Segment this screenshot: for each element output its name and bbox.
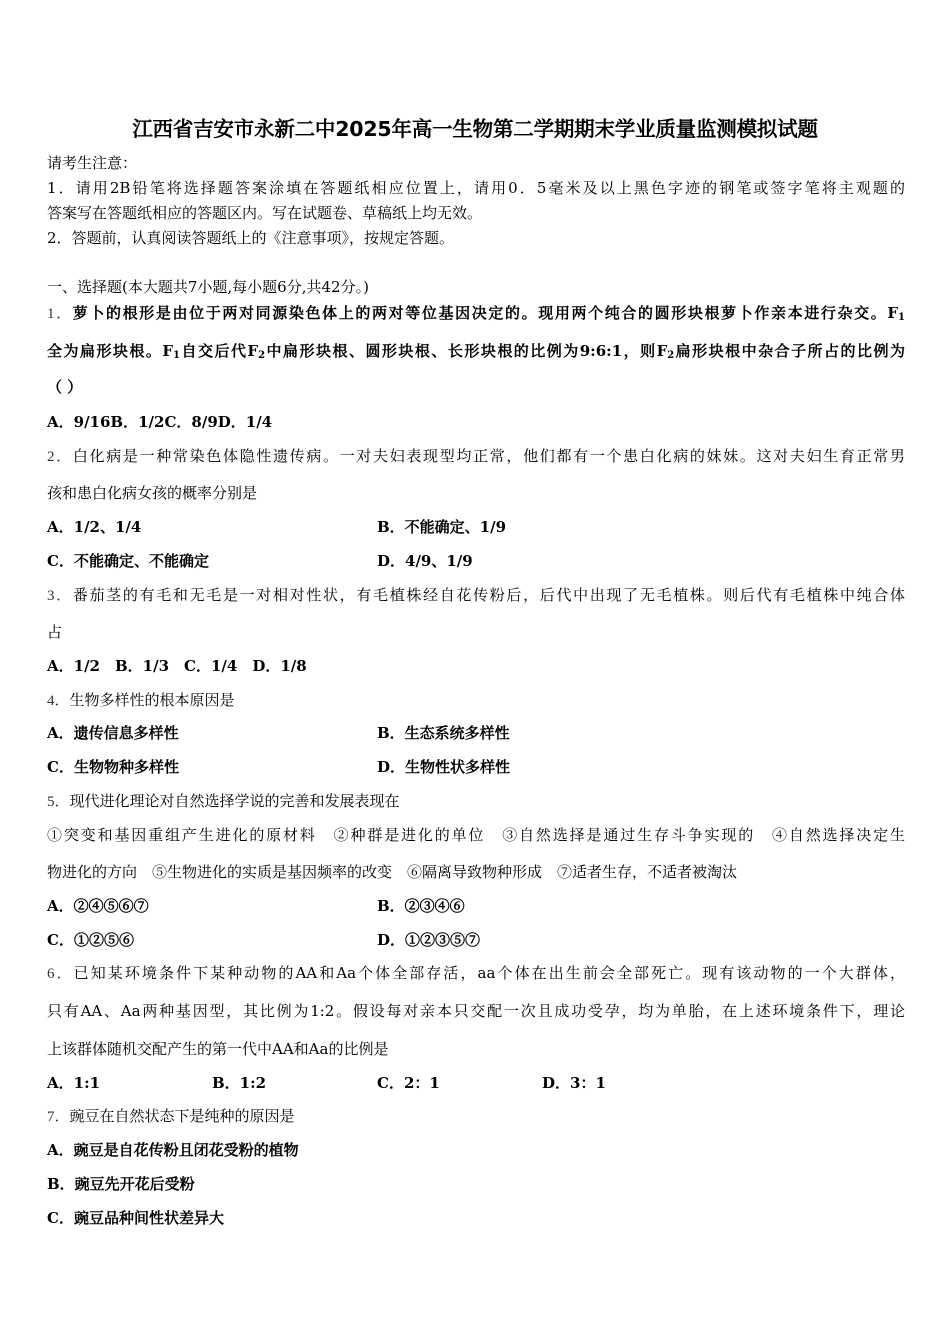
question-4-option-c: C．生物物种多样性 [47, 758, 179, 776]
question-5-line-1: 5．现代进化理论对自然选择学说的完善和发展表现在 [47, 792, 400, 810]
question-6-option-b: B．1:2 [212, 1074, 267, 1092]
question-1-options: A．9/16B．1/2C．8/9D．1/4 [47, 413, 273, 431]
notice-line-2: 2．答题前，认真阅读答题纸上的《注意事项》，按规定答题。 [47, 229, 455, 247]
question-4-option-a: A．遗传信息多样性 [47, 724, 179, 742]
question-5-number: 5． [47, 794, 70, 810]
question-2-line-1: 2．白化病是一种常染色体隐性遗传病。一对夫妇表现型均正常，他们都有一个患白化病的妹妹。这对夫妇生育正常男 [47, 447, 905, 465]
question-2-option-d: D．4/9、1/9 [377, 552, 473, 570]
question-3-options: A．1/2 B．1/3 C．1/4 D．1/8 [47, 657, 307, 675]
question-5-option-d: D．①②③⑤⑦ [377, 931, 481, 949]
page-title: 江西省吉安市永新二中2025年高一生物第二学期期末学业质量监测模拟试题 [132, 117, 818, 141]
question-1-line-3: （ ） [47, 378, 83, 396]
question-6-line-1: 6．已知某环境条件下某种动物的AA和Aa个体全部存活，aa个体在出生前会全部死亡。现有该动物的一个大群体， [47, 964, 905, 982]
question-1-line-2: 全为扁形块根。$F_1$自交后代$F_2$中扁形块根、圆形块根、长形块根的比例为9:6:1，则$F_2$扁形块根中杂合子所占的比例为 [47, 342, 905, 361]
section-heading: 一、选择题(本大题共7小题,每小题6分,共42分。) [47, 278, 369, 296]
question-1-line-1: 1．萝卜的根形是由位于两对同源染色体上的两对等位基因决定的。现用两个纯合的圆形块根萝卜作亲本进行杂交。$F_1$ [47, 304, 905, 323]
question-5-option-c: C．①②⑤⑥ [47, 931, 134, 949]
question-7-option-a: A．豌豆是自花传粉且闭花受粉的植物 [47, 1141, 299, 1159]
question-5-line-2: ①突变和基因重组产生进化的原材料 ②种群是进化的单位 ③自然选择是通过生存斗争实现的 ④自然选择决定生 [47, 826, 905, 844]
question-7-line-1: 7．豌豆在自然状态下是纯种的原因是 [47, 1107, 295, 1125]
question-3-line-2: 占 [47, 623, 63, 641]
question-1-number: 1． [47, 306, 73, 322]
question-6-option-a: A．1:1 [47, 1074, 101, 1092]
question-4-line-1: 4．生物多样性的根本原因是 [47, 691, 235, 709]
question-2-option-c: C．不能确定、不能确定 [47, 552, 209, 570]
question-3-number: 3． [47, 588, 73, 604]
question-6-option-d: D．3：1 [542, 1074, 606, 1092]
question-7-option-c: C．豌豆品种间性状差异大 [47, 1209, 224, 1227]
notice-heading: 请考生注意： [47, 154, 138, 172]
question-6-option-c: C．2：1 [377, 1074, 440, 1092]
question-7-option-b: B．豌豆先开花后受粉 [47, 1175, 195, 1193]
question-4-option-b: B．生态系统多样性 [377, 724, 510, 742]
question-4-number: 4． [47, 693, 70, 709]
question-6-number: 6． [47, 966, 74, 982]
question-2-line-2: 孩和患白化病女孩的概率分别是 [47, 484, 258, 502]
question-4-option-d: D．生物性状多样性 [377, 758, 511, 776]
notice-line-1b: 答案写在答题纸相应的答题区内。写在试题卷、草稿纸上均无效。 [47, 204, 483, 222]
notice-line-1a: 1．请用2B铅笔将选择题答案涂填在答题纸相应位置上，请用0．5毫米及以上黑色字迹的钢笔或签字笔将主观题的 [47, 179, 905, 197]
question-5-option-a: A．②④⑤⑥⑦ [47, 897, 149, 915]
question-2-number: 2． [47, 449, 73, 465]
question-5-line-3: 物进化的方向 ⑤生物进化的实质是基因频率的改变 ⑥隔离导致物种形成 ⑦适者生存，不适者被淘汰 [47, 863, 738, 881]
question-2-option-a: A．1/2、1/4 [47, 518, 142, 536]
question-7-number: 7． [47, 1109, 70, 1125]
question-6-line-2: 只有AA、Aa两种基因型，其比例为1:2。假设每对亲本只交配一次且成功受孕，均为单胎，在上述环境条件下，理论 [47, 1002, 905, 1020]
question-5-option-b: B．②③④⑥ [377, 897, 465, 915]
question-2-option-b: B．不能确定、1/9 [377, 518, 507, 536]
question-6-line-3: 上该群体随机交配产生的第一代中AA和Aa的比例是 [47, 1040, 389, 1058]
question-3-line-1: 3．番茄茎的有毛和无毛是一对相对性状，有毛植株经自花传粉后，后代中出现了无毛植株。则后代有毛植株中纯合体 [47, 586, 905, 604]
